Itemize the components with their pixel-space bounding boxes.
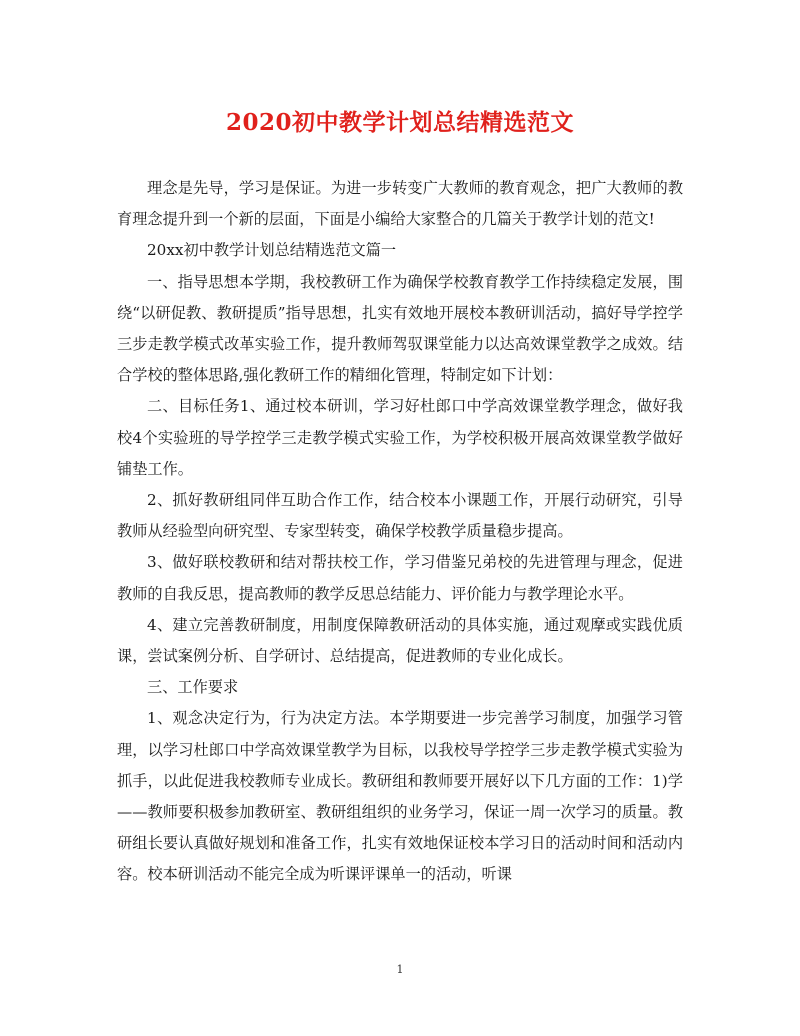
document-title: 2020初中教学计划总结精选范文 [225, 109, 574, 136]
body-paragraph: 4、建立完善教研制度，用制度保障教研活动的具体实施，通过观摩或实践优质课，尝试案例分析、自学研讨、总结提高，促进教师的专业化成长。 [117, 615, 683, 666]
body-paragraph: 三、工作要求 [147, 678, 239, 697]
body-paragraph: 二、目标任务1、通过校本研训，学习好杜郎口中学高效课堂教学理念，做好我校4个实验班的导学控学三走教学模式实验工作，为学校积极开展高效课堂教学做好铺垫工作。 [117, 397, 683, 478]
page-number: 1 [396, 963, 404, 976]
body-paragraph: 2、抓好教研组同伴互助合作工作，结合校本小课题工作，开展行动研究，引导教师从经验型向研究型、专家型转变，确保学校教学质量稳步提高。 [117, 491, 683, 541]
body-paragraph: 一、指导思想本学期，我校教研工作为确保学校教育教学工作持续稳定发展，围绕“以研促教、教研提质”指导思想，扎实有效地开展校本教研训活动，搞好导学控学三步走教学模式改革实验工作，提升教师驾驭课堂能力以达高效课堂教学之成效。结合学校的整体思路,强化教研工作的精细化管理，特制定如下计划： [117, 272, 683, 385]
body-paragraph: 20xx初中教学计划总结精选范文篇一 [147, 241, 397, 260]
document-body [117, 173, 683, 891]
body-paragraph: 3、做好联校教研和结对帮扶校工作，学习借鉴兄弟校的先进管理与理念，促进教师的自我反思，提高教师的教学反思总结能力、评价能力与教学理论水平。 [117, 553, 683, 603]
body-paragraph: 1、观念决定行为，行为决定方法。本学期要进一步完善学习制度，加强学习管理，以学习杜郎口中学高效课堂教学为目标，以我校导学控学三步走教学模式实验为抓手，以此促进我校教师专业成长。教研组和教师要开展好以下几方面的工作：1)学——教师要积极参加教研室、教研组组织的业务学习，保证一周一次学习的质量。教研组长要认真做好规划和准备工作，扎实有效地保证校本学习日的活动时间和活动内容。校本研训活动不能完全成为听课评课单一的活动，听课 [117, 709, 683, 884]
body-paragraph: 理念是先导，学习是保证。为进一步转变广大教师的教育观念，把广大教师的教育理念提升到一个新的层面，下面是小编给大家整合的几篇关于教学计划的范文! [117, 179, 683, 229]
